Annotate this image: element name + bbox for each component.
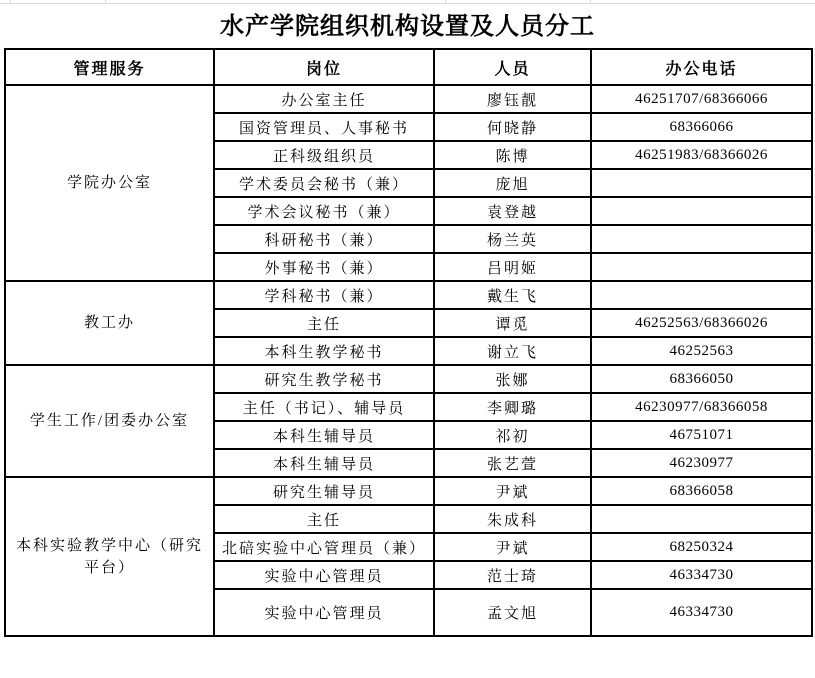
table-row (5, 477, 812, 505)
org-table-body (5, 85, 812, 636)
person-cell: 孟文旭 (434, 589, 591, 636)
phone-cell: 68250324 (591, 533, 812, 561)
position-cell: 实验中心管理员 (214, 561, 434, 589)
position-cell: 国资管理员、人事秘书 (214, 113, 434, 141)
page-title: 水产学院组织机构设置及人员分工 (220, 13, 595, 40)
phone-cell: 68366066 (591, 113, 812, 141)
phone-cell (591, 225, 812, 253)
position-cell: 本科生辅导员 (214, 421, 434, 449)
gridline-vertical (590, 0, 591, 4)
person-cell: 吕明姬 (434, 253, 591, 281)
gridline-horizontal (0, 3, 815, 4)
person-cell: 张艺萱 (434, 449, 591, 477)
person-cell: 祁初 (434, 421, 591, 449)
department-label: 教工办 (83, 315, 135, 331)
person-cell: 尹斌 (434, 533, 591, 561)
phone-cell (591, 197, 812, 225)
person-cell: 袁登越 (434, 197, 591, 225)
position-cell: 外事秘书（兼） (214, 253, 434, 281)
position-cell: 本科生教学秘书 (214, 337, 434, 365)
person-cell: 谢立飞 (434, 337, 591, 365)
position-cell: 学科秘书（兼） (214, 281, 434, 309)
person-cell: 范士琦 (434, 561, 591, 589)
phone-cell: 46252563/68366026 (591, 309, 812, 337)
header-row (5, 49, 812, 85)
position-cell: 研究生教学秘书 (214, 365, 434, 393)
spreadsheet-gridline-artifact (0, 0, 815, 5)
phone-cell: 46251707/68366066 (591, 85, 812, 113)
person-cell: 戴生飞 (434, 281, 591, 309)
phone-cell: 46334730 (591, 589, 812, 636)
phone-cell: 46230977 (591, 449, 812, 477)
position-cell: 学术委员会秘书（兼） (214, 169, 434, 197)
person-cell: 廖钰靓 (434, 85, 591, 113)
person-cell: 李卿璐 (434, 393, 591, 421)
phone-cell: 46252563 (591, 337, 812, 365)
person-cell: 庞旭 (434, 169, 591, 197)
position-cell: 正科级组织员 (214, 141, 434, 169)
phone-cell (591, 169, 812, 197)
person-cell: 张娜 (434, 365, 591, 393)
position-cell: 主任 (214, 505, 434, 533)
col-header-position: 岗位 (214, 49, 434, 85)
person-cell: 尹斌 (434, 477, 591, 505)
person-cell: 何晓静 (434, 113, 591, 141)
department-cell (5, 365, 214, 477)
phone-cell: 46230977/68366058 (591, 393, 812, 421)
col-header-office-phone: 办公电话 (591, 49, 812, 85)
col-header-management-service: 管理服务 (5, 49, 214, 85)
phone-cell: 68366050 (591, 365, 812, 393)
person-cell: 杨兰英 (434, 225, 591, 253)
phone-cell: 68366058 (591, 477, 812, 505)
position-cell: 研究生辅导员 (214, 477, 434, 505)
table-row (5, 281, 812, 309)
phone-cell (591, 281, 812, 309)
department-cell (5, 281, 214, 365)
person-cell: 陈博 (434, 141, 591, 169)
department-label: 本科实验教学中心（研究平台） (15, 537, 203, 576)
gridline-vertical (105, 0, 106, 4)
org-table (4, 48, 813, 637)
position-cell: 主任（书记）、辅导员 (214, 393, 434, 421)
department-cell (5, 85, 214, 281)
position-cell: 主任 (214, 309, 434, 337)
person-cell: 谭觅 (434, 309, 591, 337)
phone-cell (591, 253, 812, 281)
col-header-person: 人员 (434, 49, 591, 85)
position-cell: 办公室主任 (214, 85, 434, 113)
department-cell (5, 477, 214, 636)
department-label: 学生工作/团委办公室 (29, 413, 190, 429)
gridline-vertical (10, 0, 11, 4)
position-cell: 学术会议秘书（兼） (214, 197, 434, 225)
gridline-vertical (445, 0, 446, 4)
table-header (5, 49, 812, 85)
table-row (5, 365, 812, 393)
person-cell: 朱成科 (434, 505, 591, 533)
phone-cell (591, 505, 812, 533)
position-cell: 本科生辅导员 (214, 449, 434, 477)
phone-cell: 46251983/68366026 (591, 141, 812, 169)
position-cell: 北碚实验中心管理员（兼） (214, 533, 434, 561)
position-cell: 科研秘书（兼） (214, 225, 434, 253)
table-row (5, 85, 812, 113)
position-cell: 实验中心管理员 (214, 589, 434, 636)
phone-cell: 46751071 (591, 421, 812, 449)
phone-cell: 46334730 (591, 561, 812, 589)
department-label: 学院办公室 (66, 175, 152, 191)
